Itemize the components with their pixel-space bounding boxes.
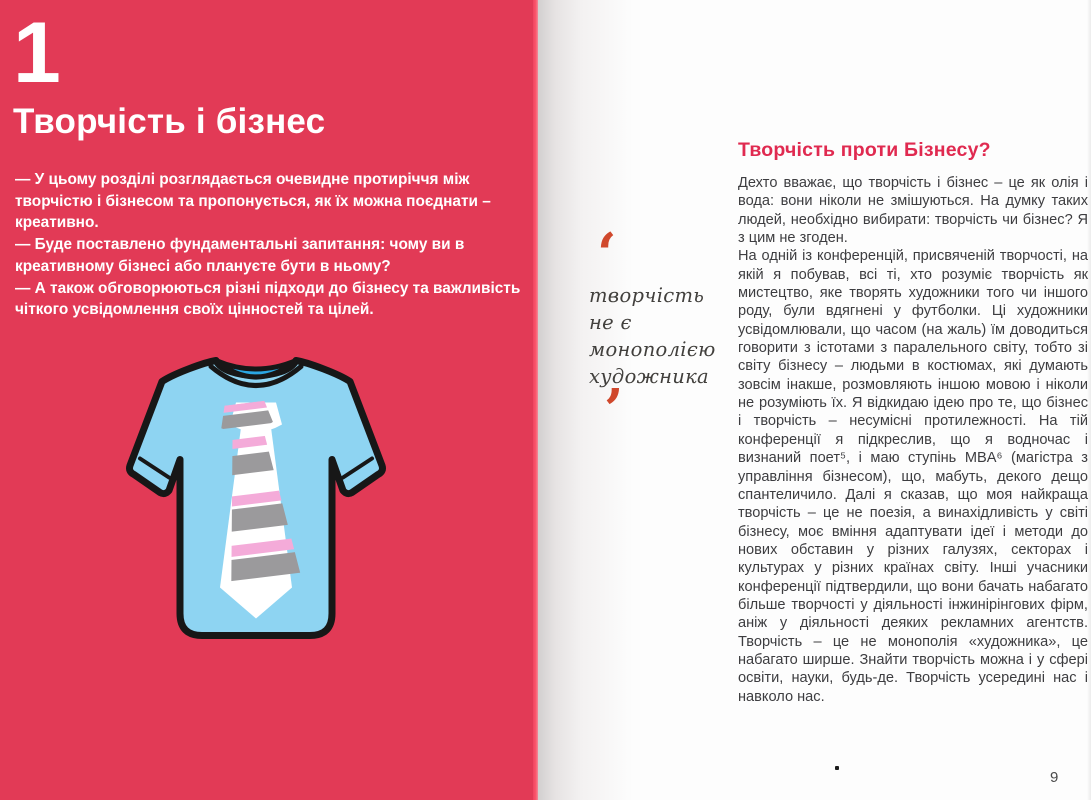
- article-body: [738, 174, 1088, 706]
- pull-quote-text: [589, 282, 729, 390]
- quote-line: монополією: [589, 338, 716, 361]
- chapter-summary: [15, 169, 521, 321]
- left-page: [0, 0, 533, 800]
- chapter-summary-item: — Буде поставлено фундаментальні запитання: чому ви в креативному бізнесі або плануєте бути в ньому?: [15, 236, 465, 275]
- ink-dot: [835, 766, 839, 770]
- article-paragraph: На одній із конференцій, присвяченій творчості, на якій я побував, всі ті, хто розуміє творчість як мистецтво, яке творять художники того чи іншого роду, були вдягнені у футболки. Ці художники усвідомлювали, що часом (на жаль) їм доводиться говорити з істотами з паралельного світу, тобто зі світу бізнесу – людьми в костюмах, які думають зовсім інакше, розмовляють іншою мовою і ніколи не розуміють їх. Я відкидаю ідею про те, що бізнес і творчість – несумісні протилежності. На тій конференції я підкреслив, що я водночас і визнаний поет⁵, і маю ступінь MBA⁶ (магістра з управління бізнесом), що, мабуть, декого дещо спантеличило. Далі я сказав, що моя найкраща творчість – це не поезія, а винахідливість у світі бізнесу, моє вміння адаптувати ідеї і методи до нових обставин у різних галузях, секторах і культурах у різних країнах світу. Інші учасники конференції підтвердили, що вони бачать набагато більше творчості у діяльності інжинірінгових фірм, аніж у діяльності деяких рекламних агентств. Творчість – це не монополія «художника», це набагато ширше. Знайти творчість можна і у сфері освіти, науки, будь-де. Творчість усередині нас і навколо нас.: [738, 248, 1088, 705]
- tshirt-icon: [116, 346, 396, 651]
- chapter-summary-item: — А також обговорюються різні підходи до бізнесу та важливість чіткого усвідомлення своїх цінностей та цілей.: [15, 279, 521, 319]
- quote-open-icon: ‘: [597, 221, 617, 287]
- article-heading: Творчість проти Бізнесу?: [738, 139, 991, 161]
- chapter-number: 1: [13, 5, 62, 101]
- article: [738, 139, 1088, 706]
- article-paragraph: Дехто вважає, що творчість і бізнес – це як олія і вода: вони ніколи не змішуються. На думку таких людей, необхідно вибирати: творчість чи бізнес? Я з цим не згоден.: [738, 175, 1088, 247]
- chapter-title: Творчість і бізнес: [13, 102, 326, 141]
- page-number: 9: [1050, 769, 1059, 786]
- tshirt-illustration: [116, 346, 396, 651]
- quote-line: художника: [589, 365, 709, 388]
- quote-close-icon: ’: [604, 377, 624, 443]
- quote-line: творчість: [589, 284, 705, 307]
- quote-line: не є: [589, 311, 632, 334]
- chapter-summary-item: — У цьому розділі розглядається очевидне протиріччя між творчістю і бізнесом та пропонується, як їх можна поєднати – креативно.: [15, 171, 491, 232]
